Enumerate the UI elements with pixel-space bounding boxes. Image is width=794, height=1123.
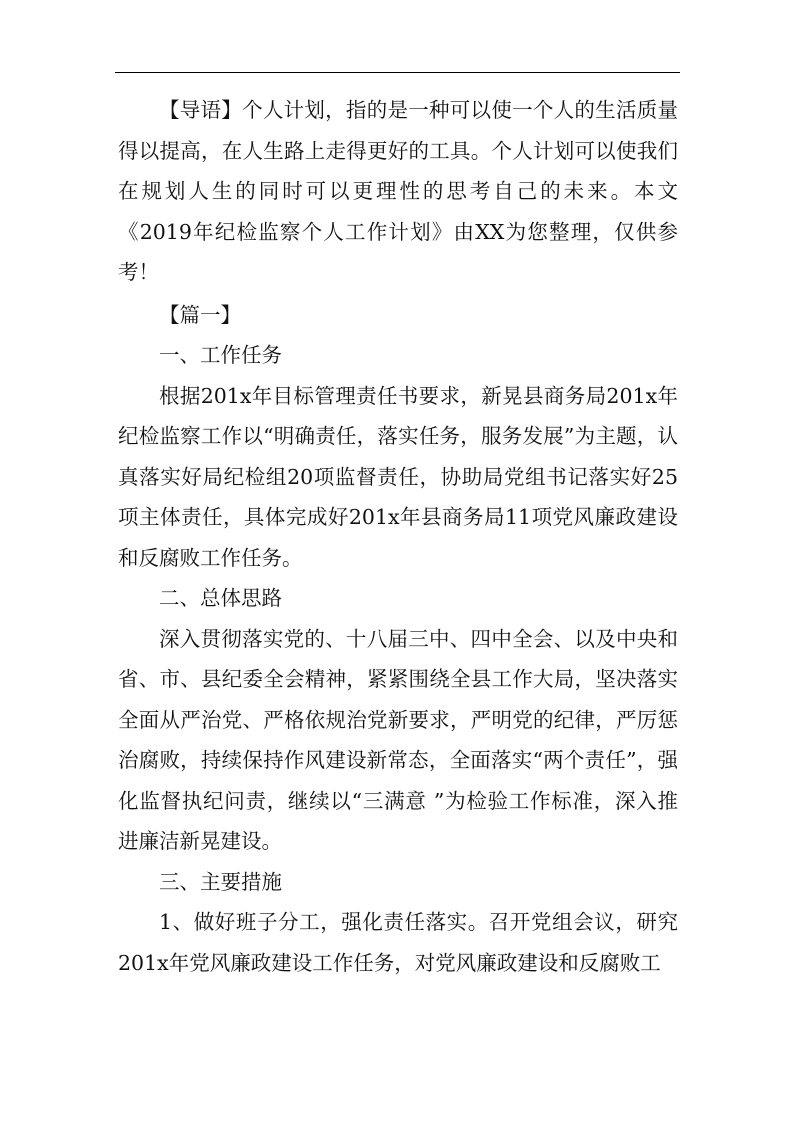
heading-main-measures: 三、主要措施 <box>159 869 282 894</box>
paragraph-work-tasks: 根据201x年目标管理责任书要求，新晃县商务局201x年纪检监察工作以“明确责任，落实任务，服务发展”为主题，认真落实好局纪检组20项监督责任，协助局党组书记落实好25项主体责任，具体完成好201x年县商务局11项党风廉政建设和反腐败工作任务。 <box>118 383 678 570</box>
heading-work-tasks: 一、工作任务 <box>159 343 282 367</box>
section-label: 【篇一】 <box>159 302 241 327</box>
header-rule <box>115 72 680 73</box>
paragraph-main-measures: 1、做好班子分工，强化责任落实。召开党组会议，研究201x年党风廉政建设工作任务，对党风廉政建设和反腐败工 <box>118 910 678 975</box>
paragraph-overall-approach: 深入贯彻落实党的、十八届三中、四中全会、以及中央和省、市、县纪委全会精神，紧紧围绕全县工作大局，坚决落实全面从严治党、严格依规治党新要求，严明党的纪律，严厉惩治腐败，持续保持作风建设新常态，全面落实“两个责任”，强化监督执纪问责，继续以“三满意 ”为检验工作标准，深入推进廉洁新晃建设。 <box>118 626 678 853</box>
document-body <box>118 90 678 983</box>
heading-overall-approach: 二、总体思路 <box>159 586 282 610</box>
intro-paragraph: 【导语】个人计划，指的是一种可以使一个人的生活质量得以提高，在人生路上走得更好的工具。个人计划可以使我们在规划人生的同时可以更理性的思考自己的未来。本文《2019年纪检监察个人工作计划》由XX为您整理，仅供参考！ <box>118 98 678 284</box>
